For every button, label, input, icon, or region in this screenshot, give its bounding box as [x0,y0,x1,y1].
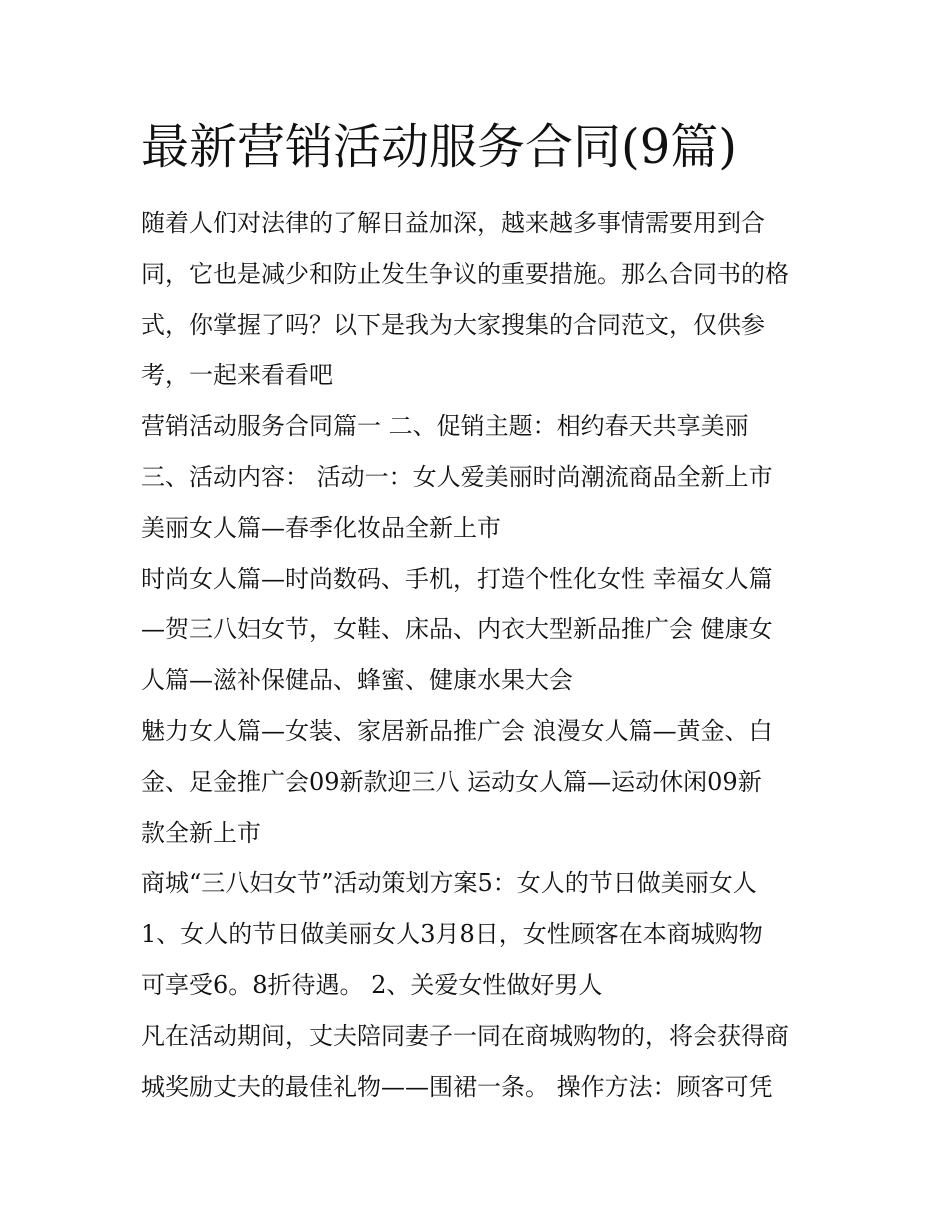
body-line: 可享受6。8折待遇。 2、关爱女性做好男人 [141,970,603,999]
body-line: 三、活动内容： 活动一：女人爱美丽时尚潮流商品全新上市 [141,462,773,491]
body-line: 1、女人的节日做美丽女人3月8日，女性顾客在本商城购物 [141,920,763,949]
body-line: 魅力女人篇—女装、家居新品推广会 浪漫女人篇—黄金、白 [141,716,773,745]
document-body [141,198,821,1112]
body-line: —贺三八妇女节，女鞋、床品、内衣大型新品推广会 健康女 [141,615,773,644]
body-line: 美丽女人篇—春季化妆品全新上市 [141,513,501,542]
body-line: 商城“三八妇女节”活动策划方案5：女人的节日做美丽女人 [141,869,757,898]
body-line: 考，一起来看看吧 [141,361,333,390]
body-line: 人篇—滋补保健品、蜂蜜、健康水果大会 [141,666,573,695]
body-line: 营销活动服务合同篇一 二、促销主题：相约春天共享美丽 [141,412,749,441]
body-line: 款全新上市 [141,818,261,847]
document-title: 最新营销活动服务合同(9篇) [141,119,737,175]
body-line: 时尚女人篇—时尚数码、手机，打造个性化女性 幸福女人篇 [141,564,773,593]
body-line: 金、足金推广会09新款迎三八 运动女人篇—运动休闲09新 [141,767,762,796]
body-line: 城奖励丈夫的最佳礼物——围裙一条。 操作方法：顾客可凭 [141,1072,773,1101]
body-line: 随着人们对法律的了解日益加深，越来越多事情需要用到合 [141,209,765,237]
body-line: 同，它也是减少和防止发生争议的重要措施。那么合同书的格 [141,259,789,288]
body-line: 式，你掌握了吗？以下是我为大家搜集的合同范文，仅供参 [141,310,765,339]
body-line: 凡在活动期间，丈夫陪同妻子一同在商城购物的，将会获得商 [141,1021,789,1050]
